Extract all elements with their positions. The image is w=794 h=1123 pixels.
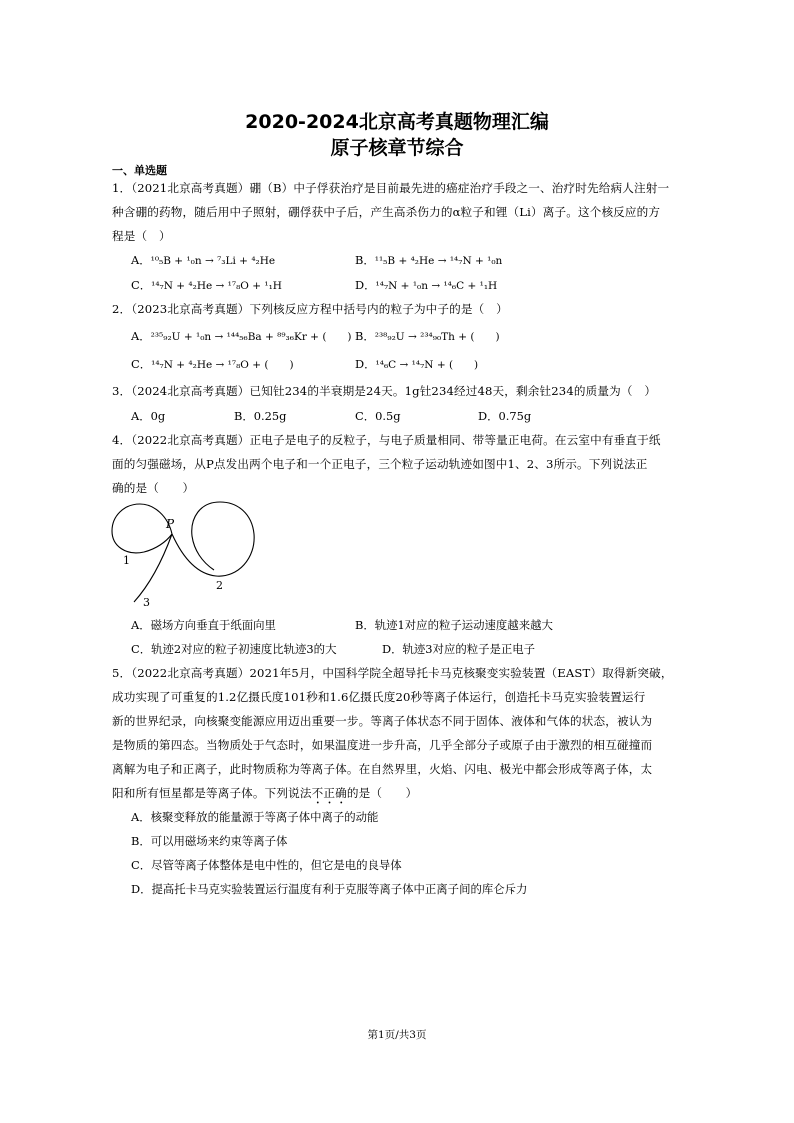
q2-option-b-label: B． xyxy=(355,329,375,343)
page-footer: 第1页/共3页 xyxy=(367,1029,427,1041)
trajectory-3 xyxy=(134,534,172,602)
q5-line-6 xyxy=(112,785,417,807)
q3-option-c: C．0.5g xyxy=(355,409,401,423)
q2-option-a-equation: ²³⁵₉₂U + ¹₀n → ¹⁴⁴₅₆Ba + ⁸⁹₃₆Kr + ( ) xyxy=(150,331,352,343)
q1-line-2: 种含硼的药物，随后用中子照射，硼俘获中子后，产生高杀伤力的α粒子和锂（Li）离子。这个核反应的方 xyxy=(112,205,661,219)
q1-option-c xyxy=(131,277,282,293)
q5-option-c: C．尽管等离子体整体是电中性的，但它是电的良导体 xyxy=(131,858,402,872)
q2-option-b-equation: ²³⁸₉₂U → ²³⁴₉₀Th + ( ) xyxy=(374,331,500,343)
q1-line-1: 1．（2021北京高考真题）硼（B）中子俘获治疗是目前最先进的癌症治疗手段之一、治疗时先给病人注射一 xyxy=(112,181,670,195)
q3-line-1: 3．（2024北京高考真题）已知钍234的半衰期是24天。1g钍234经过48天，剩余钍234的质量为（ ） xyxy=(112,384,657,398)
q2-option-c-label: C． xyxy=(131,357,152,371)
q5-option-b: B．可以用磁场来约束等离子体 xyxy=(131,834,288,848)
q5-option-d: D．提高托卡马克实验装置运行温度有利于克服等离子体中正离子间的库仑斥力 xyxy=(131,882,528,896)
point-p-label: P xyxy=(166,517,175,531)
q1-line-3: 程是（ ） xyxy=(112,229,171,243)
q4-line-1: 4．（2022北京高考真题）正电子是电子的反粒子，与电子质量相同、带等量正电荷。在云室中有垂直于纸 xyxy=(112,433,661,447)
q4-option-c: C．轨迹2对应的粒子初速度比轨迹3的大 xyxy=(131,642,337,656)
q1-option-c-label: C． xyxy=(131,278,152,292)
q2-option-a-label: A． xyxy=(131,329,151,343)
trajectory-2-label: 2 xyxy=(216,579,223,592)
q5-line-1: 5．（2022北京高考真题）2021年5月，中国科学院全超导托卡马克核聚变实验装置（EAST）取得新突破， xyxy=(112,666,673,680)
q5-line-6-part-3: 的是（ ） xyxy=(346,786,418,800)
trajectory-1 xyxy=(112,504,172,553)
q1-option-c-equation: ¹⁴₇N + ⁴₂He → ¹⁷₈O + ¹₁H xyxy=(151,280,282,292)
q3-option-a: A．0g xyxy=(131,409,166,423)
q2-line-1: 2．（2023北京高考真题）下列核反应方程中括号内的粒子为中子的是（ ） xyxy=(112,302,508,316)
q2-option-b xyxy=(355,328,500,344)
q5-line-5: 离解为电子和正离子，此时物质称为等离子体。在自然界里，火焰、闪电、极光中都会形成等离子体，太 xyxy=(112,762,653,776)
q4-line-3: 确的是（ ） xyxy=(112,481,195,495)
q1-option-a-equation: ¹⁰₅B + ¹₀n → ⁷₃Li + ⁴₂He xyxy=(150,255,276,267)
q2-option-a xyxy=(131,328,352,344)
q5-emphasis-not-correct: 不正确 xyxy=(311,786,347,800)
q2-option-c-equation: ¹⁴₇N + ⁴₂He → ¹⁷₈O + ( ) xyxy=(151,359,294,371)
trajectory-1-label: 1 xyxy=(123,554,130,567)
q5-line-6-part-1: 阳和所有恒星都是等离子体。下列说法 xyxy=(112,786,312,800)
q1-option-b-equation: ¹¹₅B + ⁴₂He → ¹⁴₇N + ¹₀n xyxy=(374,255,503,267)
particle-trajectory-figure xyxy=(104,494,264,612)
q1-option-a-label: A． xyxy=(131,253,151,267)
q4-option-d: D．轨迹3对应的粒子是正电子 xyxy=(382,642,536,656)
page-title: 2020-2024北京高考真题物理汇编 xyxy=(245,111,549,133)
q5-line-2: 成功实现了可重复的1.2亿摄氏度101秒和1.6亿摄氏度20秒等离子体运行，创造托卡马克实验装置运行 xyxy=(112,690,646,704)
q4-option-a: A．磁场方向垂直于纸面向里 xyxy=(131,618,276,632)
q4-line-2: 面的匀强磁场，从P点发出两个电子和一个正电子，三个粒子运动轨迹如图中1、2、3所示。下列说法正 xyxy=(112,457,648,471)
page-subtitle: 原子核章节综合 xyxy=(330,137,464,159)
q3-option-b: B．0.25g xyxy=(234,409,287,423)
q3-option-d: D．0.75g xyxy=(478,409,532,423)
q5-option-a: A．核聚变释放的能量源于等离子体中离子的动能 xyxy=(131,810,379,824)
q2-option-d xyxy=(355,356,478,372)
section-heading: 一、单选题 xyxy=(112,164,167,177)
trajectory-2 xyxy=(172,502,254,576)
q2-option-d-equation: ¹⁴₆C → ¹⁴₇N + ( ) xyxy=(375,359,479,371)
q1-option-b-label: B． xyxy=(355,253,375,267)
q1-option-b xyxy=(355,252,502,268)
q2-option-d-label: D． xyxy=(355,357,376,371)
q1-option-d-equation: ¹⁴₇N + ¹₀n → ¹⁴₆C + ¹₁H xyxy=(375,280,498,292)
q5-line-4: 是物质的第四态。当物质处于气态时，如果温度进一步升高，几乎全部分子或原子由于激烈的相互碰撞而 xyxy=(112,738,653,752)
q5-line-3: 新的世界纪录，向核聚变能源应用迈出重要一步。等离子体状态不同于固体、液体和气体的状态，被认为 xyxy=(112,714,653,728)
q1-option-d xyxy=(355,277,497,293)
q1-option-d-label: D． xyxy=(355,278,376,292)
q2-option-c xyxy=(131,356,294,372)
q1-option-a xyxy=(131,252,275,268)
q4-option-b: B．轨迹1对应的粒子运动速度越来越大 xyxy=(355,618,553,632)
trajectory-3-label: 3 xyxy=(143,596,150,609)
